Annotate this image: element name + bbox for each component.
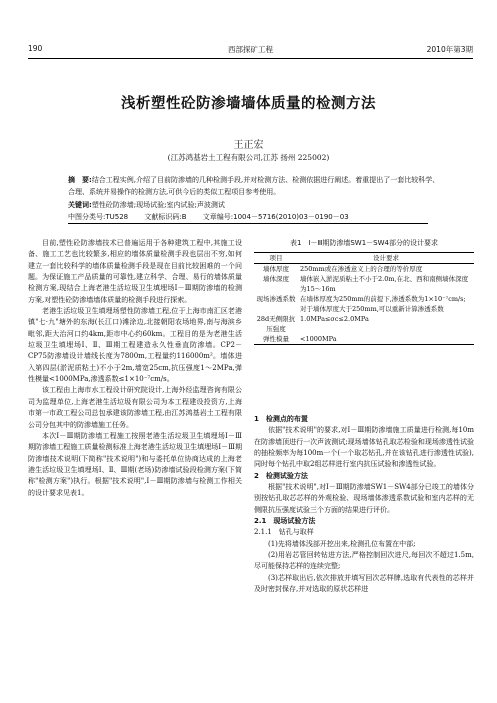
table-cell: 28d无侧限抗压强度	[256, 315, 296, 333]
table-cell: 弹性模量	[254, 334, 298, 345]
keywords-text: 塑性砼防渗墙;现场试验;室内试验;声波测试	[91, 201, 225, 209]
table-row	[254, 314, 474, 334]
section-heading: 1 检测点的布置	[254, 415, 308, 423]
table-header-row	[254, 253, 474, 264]
table-header: 项目	[254, 253, 298, 264]
abstract-rule	[68, 223, 428, 224]
body-paragraph: 本次Ⅰ－Ⅲ期防渗墙工程施工按照老港生活垃圾卫生填埋场Ⅰ－Ⅲ期防渗墙工程施工质量检测标准上海老港生活垃圾卫生填埋场Ⅰ－Ⅲ期防渗墙技术说明(下简称"技术说明")和与委托单位协商达成的上海老港生活垃圾卫生填埋场Ⅰ、Ⅱ、Ⅲ期(老场)防渗墙试验段检测方案(下简称"检测方案")执行。根据"技术说明",Ⅰ－Ⅲ期防渗墙与检测工作相关的设计要求见表1。	[28, 431, 242, 497]
table-cell: 250mm或在渗透意义上的合理的等价厚度	[300, 265, 423, 273]
right-column	[254, 414, 474, 596]
header-rule	[28, 58, 473, 59]
table-header: 设计要求	[298, 253, 474, 264]
table-row	[254, 264, 474, 275]
table-cell: 墙体嵌入淤泥质粘土不小于2.0m,在北、西和南侧墙体深度为15～16m	[300, 275, 469, 293]
table-cell: <1000MPa	[298, 334, 474, 345]
body-paragraph: 老港生活垃圾卫生填埋场塑性防渗墙工程,位于上海市南汇区老港镇"七·九"塘外的东海(长江口)滩涂边,北接朝阳农场地界,南与海滨乡毗邻,距大治河口约4km,距市中心约60km。工程目的是为老港生活垃圾卫生填埋场Ⅰ、Ⅱ、Ⅲ期工程建造永久性垂直防渗墙。CP2－CP75防渗墙设计墙线长度为7800m,工程量约116000m²。墙体进入第四层(淤泥质粘土)不小于2m,墙宽25cm,抗压强度1～2MPa,弹性模量<1000MPa,渗透系数≤1×10⁻⁷cm/s。	[28, 307, 242, 384]
classification-line	[68, 212, 448, 222]
table-cell: 墙体厚度	[263, 265, 289, 273]
table-row	[254, 294, 474, 314]
body-paragraph: 该工程由上海市水工程设计研究院设计,上海外经监理咨询有限公司为监理单位,上海老港生活垃圾有限公司为本工程建设投资方,上海市第一市政工程公司总包承建该防渗墙工程,由江苏鸿基岩土工程有限公司分包其中的防渗墙施工任务。	[28, 386, 242, 429]
table-cell: 在墙体厚度为250mm的前提下,渗透系数为1×10⁻⁷cm/s;对于墙体厚度大于250mm,可以重新计算渗透系数	[300, 295, 466, 313]
article-title: 浅析塑性砼防渗墙墙体质量的检测方法	[121, 96, 376, 112]
table-cell: 墙体深度	[263, 275, 289, 283]
body-paragraph: (3)芯样取出后,依次排放并填写回次芯样牌,选取有代表性的芯样并及时密封保存,并对选取的原状芯样进	[254, 573, 474, 594]
body-paragraph: 目前,塑性砼防渗墙技术已普遍运用于各种建筑工程中,其施工设备、施工工艺也比较繁多,相应的墙体质量检测手段也层出不穷,如何建立一套比较科学的墙体质量检测手段是现在目前比较困难的一个问题。为保证施工产品质量的可靠性,建立科学、合理、易行的墙体质量检测方案,现结合上海老港生活垃圾卫生填埋场Ⅰ－Ⅲ期防渗墙的检测方案,对塑性砼防渗墙墙体质量的检测手段进行探索。	[28, 239, 242, 304]
left-column	[28, 238, 242, 499]
table-row	[254, 274, 474, 294]
design-requirements-table	[254, 252, 474, 345]
author-name: 王正宏	[233, 140, 264, 151]
keywords	[68, 200, 442, 212]
section-heading: 2 检测试验方法	[254, 471, 308, 480]
subsection-heading: 2.1 现场试验方法	[254, 517, 316, 526]
abstract-text: 结合工程实例,介绍了目前防渗墙的几种检测手段,并对检测方法、检测依据进行阐述。着重提出了一套比较科学、合理、系统并易操作的检测方法,可供今后的类似工程项目参考使用。	[68, 176, 440, 196]
article-number: 文章编号:1004－5716(2010)03－0190－03	[202, 213, 349, 221]
abstract-label: 摘 要:	[68, 176, 92, 184]
table-row	[254, 334, 474, 345]
table-cell: 现场渗透系数	[256, 295, 296, 303]
author-affiliation: (江苏鸿基岩土工程有限公司,江苏 扬州 225002)	[167, 153, 330, 162]
issue-label: 2010年第3期	[426, 45, 473, 54]
document-code: 文献标识码:B	[144, 213, 187, 221]
body-paragraph: 根据"技术说明",对Ⅰ－Ⅲ期防渗墙SW1－SW4部分已竣工的墙体分别按钻孔取芯芯样的外观检验、现场墙体渗透系数试验和室内芯样的无侧限抗压强度试验三个方面的结果进行评价。	[254, 483, 474, 514]
body-paragraph: (2)用岩芯管回转钻进方法,严格控制回次进尺,每回次不超过1.5m,尽可能保持芯样的连续完整;	[254, 551, 474, 571]
body-paragraph: 依据"技术说明"的要求,对Ⅰ－Ⅲ期防渗墙施工质量进行检测,每10m在防渗墙顶进行一次声波测试;现场墙体钻孔取芯检验和现场渗透性试验的抽检频率为每100m一个(一个取芯钻孔,并在该钻孔进行渗透性试验),同时每个钻孔中取2组芯样进行室内抗压试验和渗透性试验。	[254, 426, 474, 469]
page-number: 190	[28, 44, 43, 53]
running-header	[28, 44, 473, 58]
keywords-label: 关键词:	[68, 201, 92, 209]
body-paragraph: (1)先将墙体浅部开挖出来,检测孔位布置在中部;	[268, 539, 416, 548]
subsubsection-heading: 2.1.1 钻孔与取样	[254, 528, 314, 537]
abstract	[68, 175, 442, 198]
clc-number: 中图分类号:TU528	[68, 213, 129, 221]
table-caption: 表1 Ⅰ－Ⅲ期防渗墙SW1－SW4部分的设计要求	[290, 239, 438, 247]
journal-name: 西部探矿工程	[228, 45, 273, 54]
table-cell: 1.0MPa≤σc≤2.0MPa	[300, 315, 369, 323]
